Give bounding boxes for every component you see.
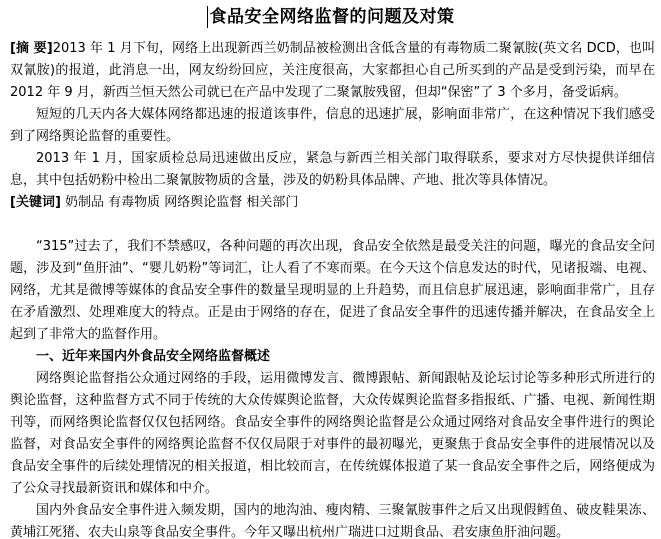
blank-line	[10, 214, 655, 236]
body-paragraph-3: 国内外食品安全事件进入频发期，国内的地沟油、瘦肉精、三聚氰胺事件之后又出现假鳕鱼、破皮鞋果冻、黄埔江死猪、农夫山泉等食品安全事件。今年又曝出杭州广瑞进口过期食品、君安康鱼肝油问题。	[10, 503, 655, 539]
page-title: 食品安全网络监督的问题及对策	[209, 7, 455, 27]
body-paragraph-2: 网络舆论监督指公众通过网络的手段，运用微博发言、微博跟帖、新闻跟帖及论坛讨论等多种形式所进行的舆论监督，这种监督方式不同于传统的大众传媒舆论监督，大众传媒舆论监督多指报纸、广播、电视、新闻性期刊等，而网络舆论监督仅仅包括网络。食品安全事件的网络舆论监督是公众通过网络对食品安全事件进行的舆论监督，对食品安全事件的网络舆论监督不仅仅局限于对事件的最初曝光，更聚焦于食品安全事件的进展情况以及食品安全事件的后续处理情况的相关报道，相比较而言，在传统媒体报道了某一食品安全事件之后，网络便成为了公众寻找最新资讯和媒体和中介。	[10, 371, 655, 496]
keywords-text: 奶制品 有毒物质 网络舆论监督 相关部门	[65, 195, 299, 210]
abstract-paragraph-1	[10, 38, 655, 104]
abstract-paragraph-3: 2013 年 1 月，国家质检总局迅速做出反应，紧急与新西兰相关部门取得联系，要求对方尽快提供详细信息，其中包括奶粉中检出二聚氰胺物质的含量，涉及的奶粉具体品牌、产地、批次等具体情况。	[10, 151, 655, 188]
section-heading-1: 一、近年来国内外食品安全网络监督概述	[36, 349, 271, 364]
abstract-paragraph-2: 短短的几天内各大媒体网络都迅速的报道该事件，信息的迅速扩展，影响面非常广，在这种情况下我们感受到了网络舆论监督的重要性。	[10, 107, 655, 144]
body-paragraph-1: “315”过去了，我们不禁感叹，各种问题的再次出现，食品安全依然是最受关注的问题，曝光的食品安全问题，涉及到“鱼肝油”、“婴儿奶粉”等词汇，让人看了不寒而栗。在今天这个信息发达的时代，见诸报端、电视、网络，尤其是微博等媒体的食品安全事件的数量呈现明显的上升趋势，而且信息扩展迅速，影响面非常广，且存在矛盾激烈、处理难度大的特点。正是由于网络的存在，促进了食品安全事件的迅速传播并解决，在食品安全上起到了非常大的监督作用。	[10, 239, 655, 342]
title-line	[0, 4, 661, 30]
abstract-label: [摘 要]	[10, 41, 53, 56]
keywords-label: [关键词]	[10, 195, 61, 210]
text-cursor	[207, 6, 208, 28]
keywords-line	[10, 192, 655, 214]
abstract-text-1: 2013 年 1 月下旬，网络上出现新西兰奶制品被检测出含低含量的有毒物质二聚氰胺(英文名 DCD，也叫双氰胺)的报道，此消息一出，网友纷纷回应，关注度很高，大家都担心自己所买到的产品是受到污染，而早在 2012 年 9 月，新西兰恒天然公司就已在产品中发现了二聚氰胺残留，但却“保密”了 3 个多月，备受诟病。	[10, 41, 655, 100]
document-body	[10, 38, 655, 539]
